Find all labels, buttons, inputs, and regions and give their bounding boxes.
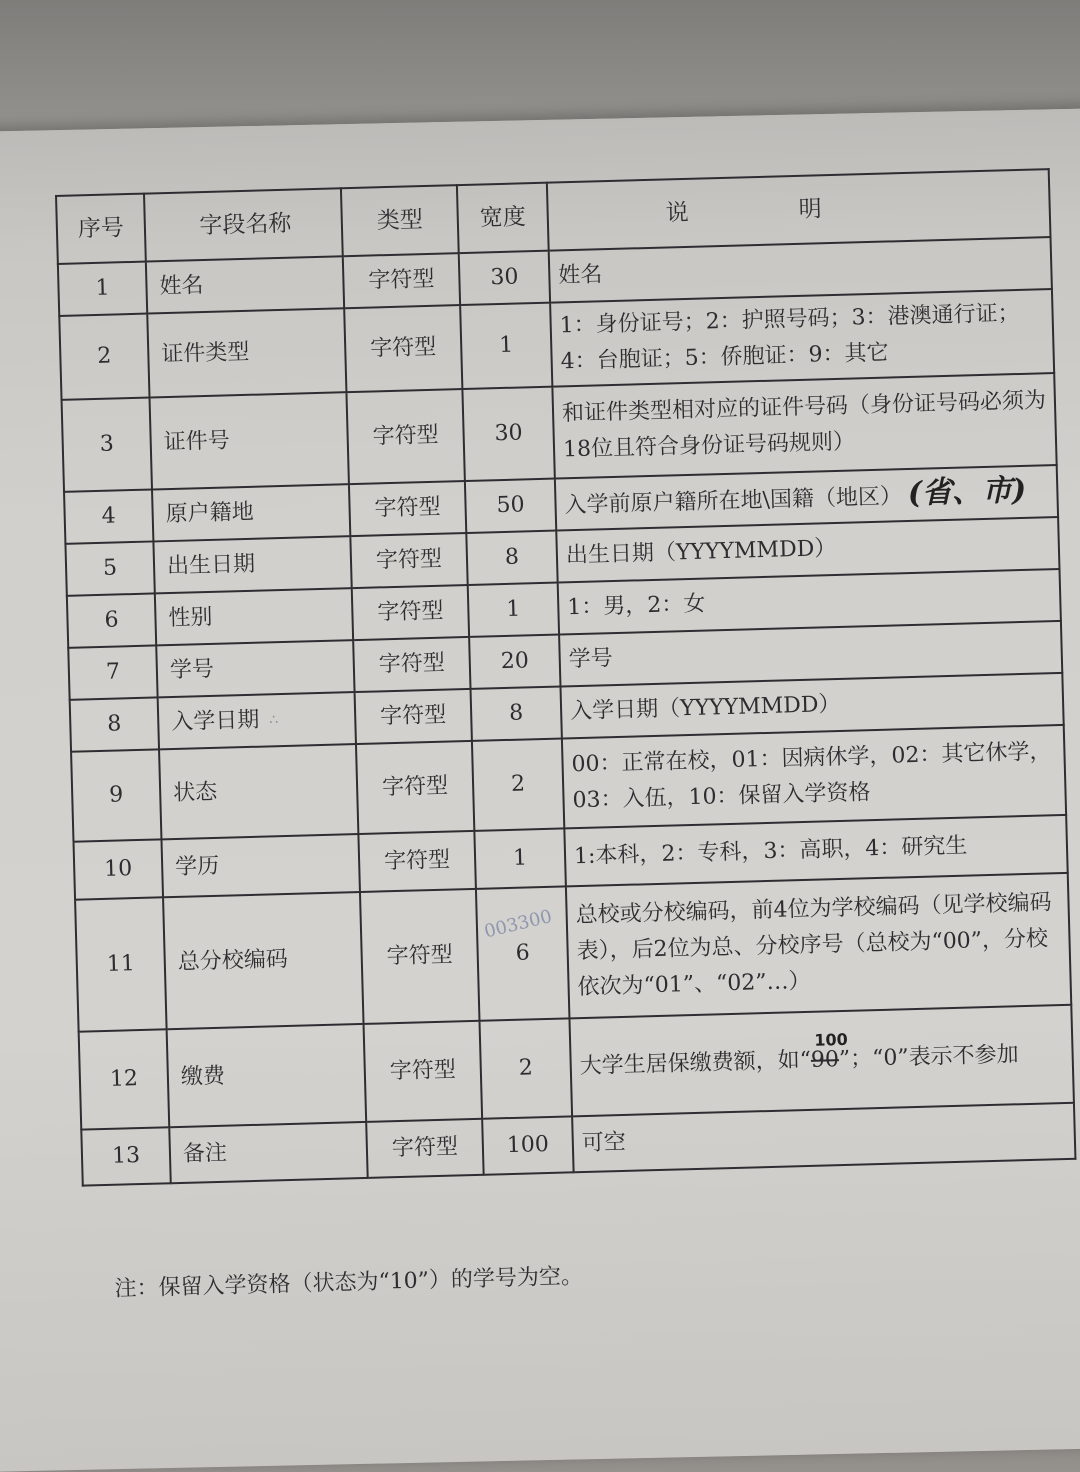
header-description: 说明 bbox=[547, 169, 1051, 251]
cell-no: 4 bbox=[64, 489, 153, 543]
cell-width: 1 bbox=[460, 303, 552, 389]
header-field-name: 字段名称 bbox=[144, 188, 343, 261]
cell-description: 姓名 bbox=[549, 237, 1052, 303]
cell-description: 1:本科，2：专科，3：高职，4：研究生 bbox=[564, 815, 1067, 887]
cell-no: 3 bbox=[62, 398, 152, 492]
cell-type: 字符型 bbox=[353, 637, 470, 692]
cell-width bbox=[476, 886, 570, 1020]
handwritten-annotation: (省、市) bbox=[907, 472, 1027, 511]
cell-type: 字符型 bbox=[355, 689, 472, 744]
cell-type: 字符型 bbox=[358, 831, 476, 892]
field-name-text: 入学日期 bbox=[170, 707, 260, 736]
field-spec-table bbox=[55, 168, 1076, 1187]
cell-type: 字符型 bbox=[349, 481, 466, 536]
handwritten-correction: 100 bbox=[814, 1029, 849, 1050]
cell-no: 5 bbox=[65, 541, 154, 595]
description-text: 大学生居保缴费额，如“ bbox=[579, 1047, 812, 1080]
handwritten-code: 003300 bbox=[482, 905, 555, 943]
cell-type: 字符型 bbox=[364, 1021, 483, 1122]
cell-description: 00：正常在校，01：因病休学，02：其它休学，03：入伍，10：保留入学资格 bbox=[562, 725, 1066, 829]
struck-value-wrapper bbox=[810, 1029, 849, 1079]
cell-field-name bbox=[158, 692, 356, 749]
cell-field-name: 学历 bbox=[161, 834, 359, 897]
cell-width: 1 bbox=[474, 828, 566, 888]
cell-no: 1 bbox=[58, 262, 147, 316]
description-text: 入学前原户籍所在地\国籍（地区） bbox=[564, 483, 903, 518]
cell-type: 字符型 bbox=[344, 305, 462, 392]
cell-no: 8 bbox=[70, 697, 159, 751]
cell-no: 9 bbox=[71, 749, 161, 841]
header-no: 序号 bbox=[56, 194, 146, 264]
cell-no: 2 bbox=[59, 314, 149, 400]
cell-width: 2 bbox=[472, 738, 564, 830]
cell-field-name: 证件类型 bbox=[147, 308, 346, 397]
cell-field-name: 总分校编码 bbox=[163, 892, 363, 1029]
cell-type: 字符型 bbox=[343, 253, 460, 308]
cell-type: 字符型 bbox=[360, 889, 480, 1024]
pencil-smudge: ∴ bbox=[269, 712, 279, 729]
cell-width: 100 bbox=[482, 1116, 573, 1174]
cell-no: 7 bbox=[68, 645, 157, 699]
cell-description: 和证件类型相对应的证件号码（身份证号码必须为18位且符合身份证号码规则） bbox=[552, 373, 1056, 479]
cell-type: 字符型 bbox=[356, 741, 474, 834]
cell-description: 可空 bbox=[572, 1103, 1075, 1173]
cell-description: 学号 bbox=[559, 621, 1062, 687]
cell-no: 13 bbox=[81, 1127, 170, 1185]
cell-type: 字符型 bbox=[350, 533, 467, 588]
cell-no: 12 bbox=[79, 1029, 170, 1129]
header-width: 宽度 bbox=[457, 183, 549, 253]
cell-width: 8 bbox=[471, 687, 562, 741]
cell-width: 30 bbox=[462, 387, 554, 481]
cell-width: 2 bbox=[479, 1018, 572, 1118]
cell-description bbox=[569, 1005, 1073, 1117]
cell-field-name: 学号 bbox=[156, 640, 354, 697]
description-text-end: ”；“0”表示不参加 bbox=[838, 1042, 1019, 1073]
cell-field-name: 证件号 bbox=[150, 392, 349, 489]
header-type: 类型 bbox=[341, 185, 459, 256]
document bbox=[55, 168, 1076, 1302]
cell-field-name: 备注 bbox=[169, 1122, 367, 1183]
cell-width: 30 bbox=[459, 251, 550, 305]
cell-description: 1：身份证号；2：护照号码；3：港澳通行证；4：台胞证；5：侨胞证：9：其它 bbox=[550, 289, 1054, 387]
cell-type: 字符型 bbox=[366, 1119, 483, 1178]
cell-no: 10 bbox=[74, 839, 164, 899]
cell-type: 字符型 bbox=[346, 389, 464, 484]
cell-field-name: 性别 bbox=[155, 588, 353, 645]
cell-description: 1：男，2：女 bbox=[558, 569, 1061, 635]
width-value: 6 bbox=[515, 940, 531, 966]
cell-width: 1 bbox=[468, 583, 559, 637]
cell-description: 出生日期（YYYYMMDD） bbox=[556, 517, 1059, 583]
cell-field-name: 出生日期 bbox=[153, 536, 351, 593]
cell-type: 字符型 bbox=[352, 585, 469, 640]
cell-width: 50 bbox=[465, 479, 556, 533]
cell-no: 11 bbox=[75, 897, 167, 1031]
footnote: 注：保留入学资格（状态为“10”）的学号为空。 bbox=[114, 1264, 584, 1302]
cell-width: 20 bbox=[469, 635, 560, 689]
cell-width: 8 bbox=[466, 531, 557, 585]
cell-field-name: 缴费 bbox=[167, 1024, 367, 1127]
cell-description: 入学日期（YYYYMMDD） bbox=[560, 673, 1063, 739]
cell-field-name: 原户籍地 bbox=[152, 484, 350, 541]
cell-field-name: 状态 bbox=[159, 744, 358, 839]
cell-description: 总校或分校编码，前4位为学校编码（见学校编码表），后2位为总、分校序号（总校为“00”，分校依次为“01”、“02”…） bbox=[566, 873, 1071, 1019]
cell-no: 6 bbox=[67, 593, 156, 647]
cell-field-name: 姓名 bbox=[146, 256, 344, 313]
struck-value: 90 bbox=[810, 1047, 840, 1073]
